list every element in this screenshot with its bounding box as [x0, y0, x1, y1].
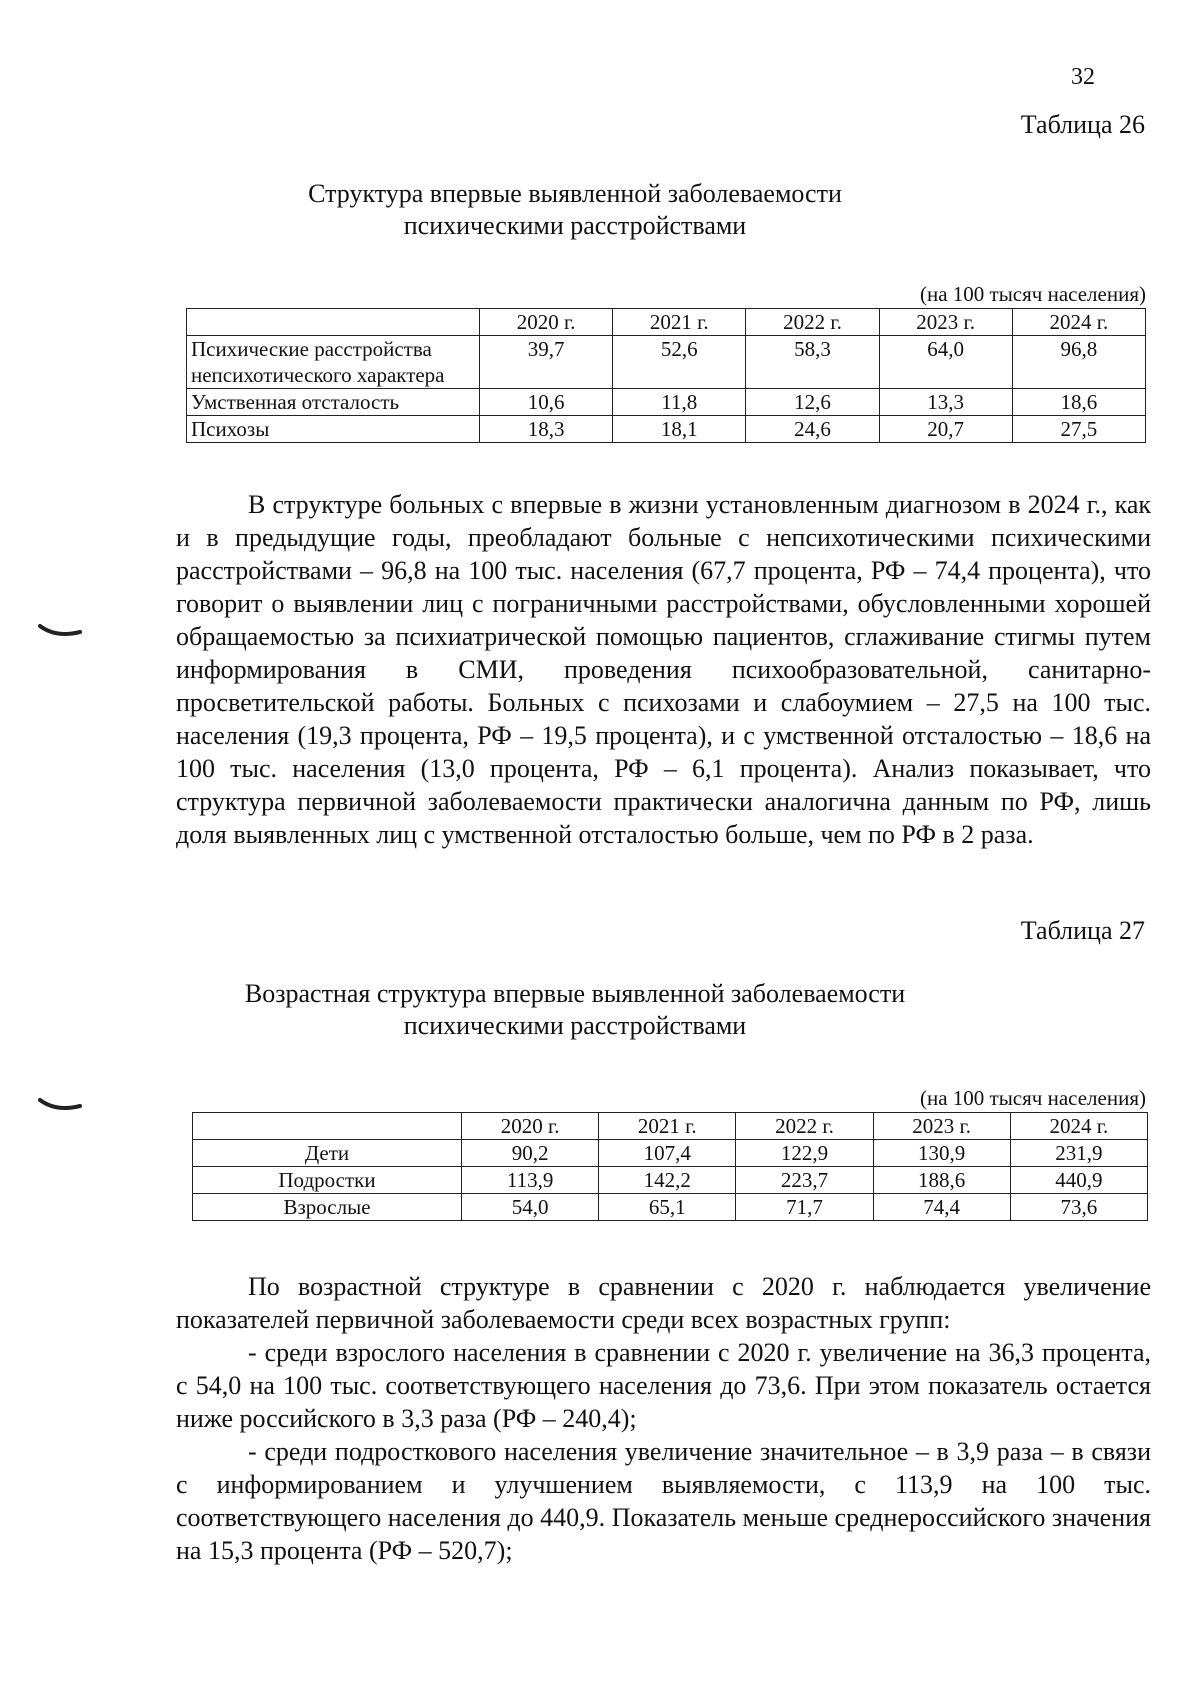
table-cell: 130,9 — [873, 1140, 1010, 1167]
table-cell: 223,7 — [736, 1167, 873, 1194]
row-label: Психозы — [187, 416, 480, 443]
column-header: 2023 г. — [879, 309, 1012, 336]
column-header: 2022 г. — [736, 1113, 873, 1140]
table-26-title — [0, 178, 1100, 242]
table-cell: 20,7 — [879, 416, 1012, 443]
row-label: Подростки — [193, 1167, 462, 1194]
column-header — [187, 309, 480, 336]
table-cell: 90,2 — [462, 1140, 599, 1167]
table-header-row — [187, 309, 1146, 336]
paragraph-2 — [176, 1270, 1151, 1567]
table-27-title-line1: Возрастная структура впервые выявленной заболеваемости — [244, 979, 906, 1008]
column-header: 2020 г. — [480, 309, 613, 336]
table-27-label: Таблица 27 — [1020, 916, 1145, 945]
table-cell: 54,0 — [462, 1194, 599, 1221]
table-26-label: Таблица 26 — [1020, 110, 1145, 139]
margin-mark — [38, 1086, 82, 1120]
paragraph-text: В структуре больных с впервые в жизни установленным диагнозом в 2024 г., как и в предыдущие годы, преобладают больные с непсихотическими психическими расстройствами – 96,8 на 100 тыс. населения (67,7 процента, РФ – 74,4 процента), что говорит о выявлении лиц с пограничными расстройствами, обусловленными хорошей обращаемостью за психиатрической помощью пациентов, сглаживание стигмы путем информирования в СМИ, проведения психообразовательной, санитарно-просветительской работы. Больных с психозами и слабоумием – 27,5 на 100 тыс. населения (19,3 процента, РФ – 19,5 процента), и с умственной отсталостью – 18,6 на 100 тыс. населения (13,0 процента, РФ – 6,1 процента). Анализ показывает, что структура первичной заболеваемости практически аналогична данным по РФ, лишь доля выявленных лиц с умственной отсталостью больше, чем по РФ в 2 раза. — [176, 490, 1151, 849]
table-26-title-line2: психическими расстройствами — [403, 211, 747, 240]
row-label-line2: непсихотического характера — [191, 363, 445, 387]
table-row — [187, 389, 1146, 416]
table-cell: 12,6 — [746, 389, 879, 416]
column-header — [193, 1113, 462, 1140]
table-cell: 73,6 — [1010, 1194, 1147, 1221]
table-cell: 18,1 — [613, 416, 746, 443]
paragraph-text: - среди взрослого населения в сравнении с 2020 г. увеличение на 36,3 процента, с 54,0 на 100 тыс. соответствующего населения до 73,6. При этом показатель остается ниже российского в 3,3 раза (РФ – 240,4); — [176, 1338, 1151, 1433]
table-27-title-line2: психическими расстройствами — [403, 1011, 747, 1040]
table-26-title-line1: Структура впервые выявленной заболеваемости — [308, 179, 842, 208]
table-cell: 188,6 — [873, 1167, 1010, 1194]
table-27 — [192, 1112, 1148, 1221]
table-cell: 96,8 — [1012, 336, 1145, 389]
table-cell: 122,9 — [736, 1140, 873, 1167]
table-27-unit: (на 100 тысяч населения) — [919, 1086, 1146, 1110]
table-row — [187, 416, 1146, 443]
table-cell: 27,5 — [1012, 416, 1145, 443]
column-header: 2024 г. — [1010, 1113, 1147, 1140]
table-row — [187, 336, 1146, 389]
table-cell: 10,6 — [480, 389, 613, 416]
row-label — [187, 336, 480, 389]
table-27-title — [0, 978, 1100, 1042]
table-row — [193, 1194, 1148, 1221]
table-cell: 39,7 — [480, 336, 613, 389]
table-cell: 440,9 — [1010, 1167, 1147, 1194]
margin-mark — [38, 612, 82, 646]
table-cell: 64,0 — [879, 336, 1012, 389]
column-header: 2023 г. — [873, 1113, 1010, 1140]
row-label: Дети — [193, 1140, 462, 1167]
column-header: 2020 г. — [462, 1113, 599, 1140]
paragraph-1 — [176, 488, 1151, 851]
paragraph-text: - среди подросткового населения увеличение значительное – в 3,9 раза – в связи с информированием и улучшением выявляемости, с 113,9 на 100 тыс. соответствующего населения до 440,9. Показатель меньше среднероссийского значения на 15,3 процента (РФ – 520,7); — [176, 1437, 1151, 1565]
table-cell: 71,7 — [736, 1194, 873, 1221]
page-number: 32 — [1071, 64, 1095, 90]
table-header-row — [193, 1113, 1148, 1140]
table-cell: 11,8 — [613, 389, 746, 416]
column-header: 2021 г. — [613, 309, 746, 336]
table-cell: 52,6 — [613, 336, 746, 389]
column-header: 2021 г. — [599, 1113, 736, 1140]
table-cell: 13,3 — [879, 389, 1012, 416]
table-cell: 74,4 — [873, 1194, 1010, 1221]
table-row — [193, 1167, 1148, 1194]
table-cell: 18,6 — [1012, 389, 1145, 416]
row-label: Взрослые — [193, 1194, 462, 1221]
table-cell: 58,3 — [746, 336, 879, 389]
table-cell: 65,1 — [599, 1194, 736, 1221]
column-header: 2024 г. — [1012, 309, 1145, 336]
column-header: 2022 г. — [746, 309, 879, 336]
paragraph-text: По возрастной структуре в сравнении с 2020 г. наблюдается увеличение показателей первичной заболеваемости среди всех возрастных групп: — [176, 1272, 1151, 1334]
table-cell: 113,9 — [462, 1167, 599, 1194]
table-cell: 107,4 — [599, 1140, 736, 1167]
table-cell: 231,9 — [1010, 1140, 1147, 1167]
table-cell: 18,3 — [480, 416, 613, 443]
row-label-line1: Психические расстройства — [191, 337, 432, 361]
table-26 — [186, 308, 1146, 443]
row-label: Умственная отсталость — [187, 389, 480, 416]
table-26-unit: (на 100 тысяч населения) — [919, 282, 1146, 306]
table-row — [193, 1140, 1148, 1167]
table-cell: 24,6 — [746, 416, 879, 443]
table-cell: 142,2 — [599, 1167, 736, 1194]
